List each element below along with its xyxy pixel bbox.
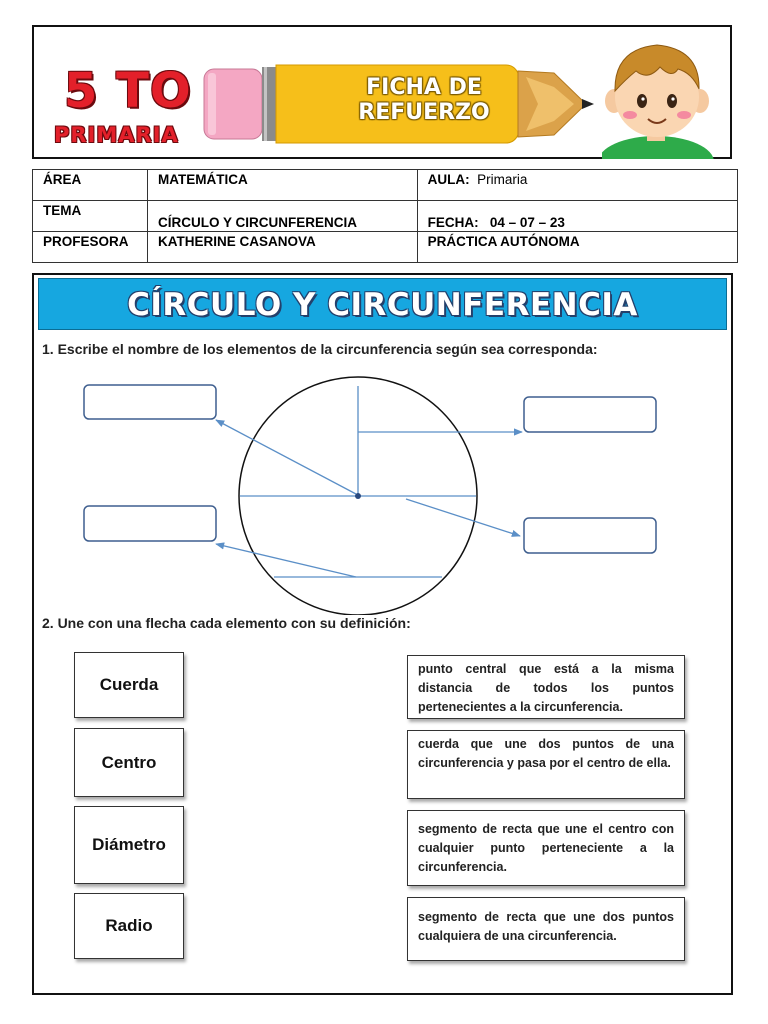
arrow-bottom-left [216, 544, 356, 577]
tema-value: CÍRCULO Y CIRCUNFERENCIA [147, 201, 417, 232]
practica-label: PRÁCTICA AUTÓNOMA [417, 232, 737, 263]
tema-label: TEMA [33, 201, 148, 232]
arrow-top-left [216, 420, 356, 494]
boy-mascot-icon [602, 27, 732, 159]
profesora-value: KATHERINE CASANOVA [147, 232, 417, 263]
pencil-title: FICHA DE REFUERZO [358, 75, 490, 125]
definition-2[interactable]: cuerda que une dos puntos de una circunferencia y pasa por el centro de ella. [407, 730, 685, 799]
fecha-cell [417, 201, 737, 232]
info-table [32, 169, 738, 263]
aula-cell [417, 170, 737, 201]
term-centro[interactable]: Centro [74, 728, 184, 797]
definition-3[interactable]: segmento de recta que une el centro con cualquier punto perteneciente a la circunferencia. [407, 810, 685, 886]
question-1: 1. Escribe el nombre de los elementos de la circunferencia según sea corresponda: [42, 341, 598, 357]
definition-4[interactable]: segmento de recta que une dos puntos cualquiera de una circunferencia. [407, 897, 685, 961]
term-cuerda[interactable]: Cuerda [74, 652, 184, 718]
header-banner [32, 25, 732, 159]
term-radio[interactable]: Radio [74, 893, 184, 959]
area-label: ÁREA [33, 170, 148, 201]
aula-value: Primaria [477, 172, 528, 187]
fecha-label: FECHA: [427, 215, 479, 230]
term-diametro[interactable]: Diámetro [74, 806, 184, 884]
worksheet-title: CÍRCULO Y CIRCUNFERENCIA [127, 287, 638, 323]
arrow-bottom-right [406, 499, 520, 536]
fecha-value: 04 – 07 – 23 [489, 215, 565, 230]
answer-box-bottom-right[interactable] [524, 518, 656, 553]
definition-1[interactable]: punto central que está a la misma distancia de todos los puntos pertenecientes a la circunferencia. [407, 655, 685, 719]
grade-number: 5 TO [64, 63, 192, 119]
grade-level: PRIMARIA [54, 123, 179, 147]
info-row-area [33, 170, 738, 201]
question-2: 2. Une con una flecha cada elemento con su definición: [42, 615, 411, 631]
answer-box-top-right[interactable] [524, 397, 656, 432]
answer-box-top-left[interactable] [84, 385, 216, 419]
info-row-tema [33, 201, 738, 232]
area-value: MATEMÁTICA [147, 170, 417, 201]
info-row-profesora [33, 232, 738, 263]
worksheet-frame [32, 273, 733, 995]
aula-label: AULA: [427, 172, 470, 187]
profesora-label: PROFESORA [33, 232, 148, 263]
answer-box-bottom-left[interactable] [84, 506, 216, 541]
circle-diagram [34, 275, 734, 615]
